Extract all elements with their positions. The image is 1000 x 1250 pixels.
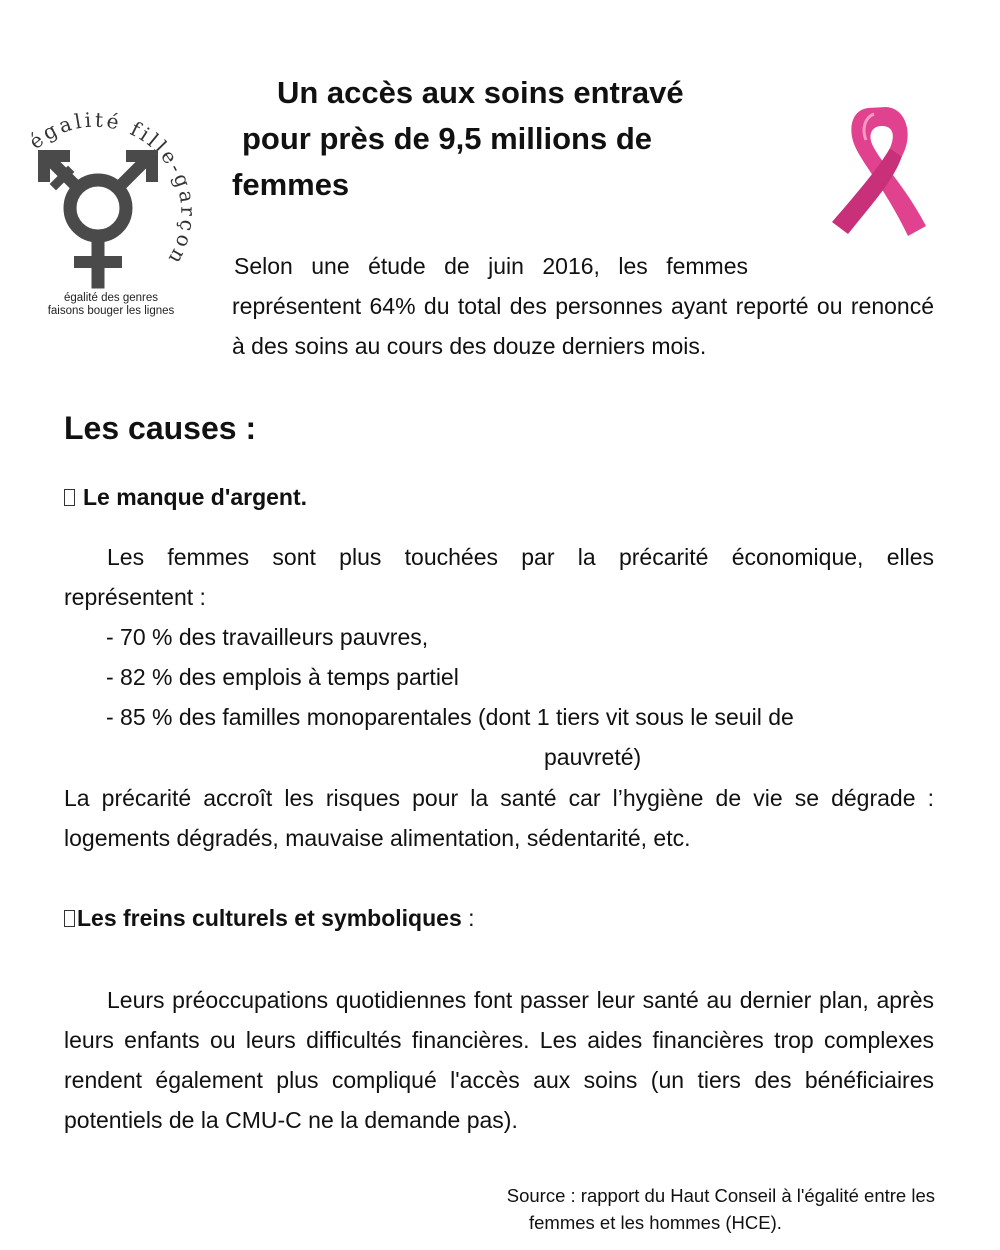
logo-tagline-1: égalité des genres (64, 292, 158, 304)
statistics-list (106, 617, 794, 777)
list-item: - 82 % des emplois à temps partiel (106, 664, 459, 690)
section-1-heading: Le manque d'argent. (64, 484, 307, 511)
source-line-2: femmes et les hommes (HCE). (529, 1212, 782, 1233)
document-title (232, 70, 792, 208)
source-note (445, 1182, 935, 1236)
section-1-line-2: représentent : (64, 584, 206, 610)
logo-graphic (22, 92, 212, 292)
conclusion-line-1: La précarité accroît les risques pour la santé car l’hygiène de vie se dégrade : (64, 785, 934, 811)
pink-ribbon-icon (828, 104, 932, 240)
list-item: - 70 % des travailleurs pauvres, (106, 624, 429, 650)
title-line-3: femmes (232, 167, 350, 202)
title-line-2: pour près de 9,5 millions de (242, 121, 652, 156)
list-item-continuation: pauvreté) (544, 744, 642, 770)
section-1-paragraph (64, 537, 934, 617)
source-line-1: Source : rapport du Haut Conseil à l'égalité entre les (506, 1185, 935, 1206)
section-1-conclusion (64, 778, 934, 858)
causes-heading: Les causes : (64, 410, 257, 446)
logo-tagline-2: faisons bouger les lignes (47, 305, 175, 317)
conclusion-line-2: logements dégradés, mauvaise alimentation, sédentarité, etc. (64, 825, 691, 851)
list-item: - 85 % des familles monoparentales (dont 1 tiers vit sous le seuil de (106, 704, 794, 730)
intro-paragraph (232, 246, 934, 366)
missing-glyph-icon (64, 910, 75, 927)
section-2-paragraph: Leurs préoccupations quotidiennes font passer leur santé au dernier plan, après leurs enfants ou leurs difficultés financières. Les aides financières trop complexes rendent également plus compliqué l'accès aux soins (un tiers des bénéficiaires potentiels de la CMU-C ne la demande pas). (64, 987, 934, 1133)
logo-arc-text: égalité fille-garçon (23, 107, 201, 271)
title-line-1: Un accès aux soins entravé (277, 75, 684, 110)
missing-glyph-icon (64, 489, 75, 506)
intro-line-1: Selon une étude de juin 2016, les femmes (234, 253, 748, 279)
section-1-line-1: Les femmes sont plus touchées par la précarité économique, elles (107, 544, 934, 570)
logo (22, 92, 212, 322)
intro-rest: représentent 64% du total des personnes ayant reporté ou renoncé à des soins au cours des douze derniers mois. (232, 293, 934, 359)
transgender-symbol-icon (44, 156, 152, 282)
section-2-heading: Les freins culturels et symboliques : (64, 905, 475, 932)
